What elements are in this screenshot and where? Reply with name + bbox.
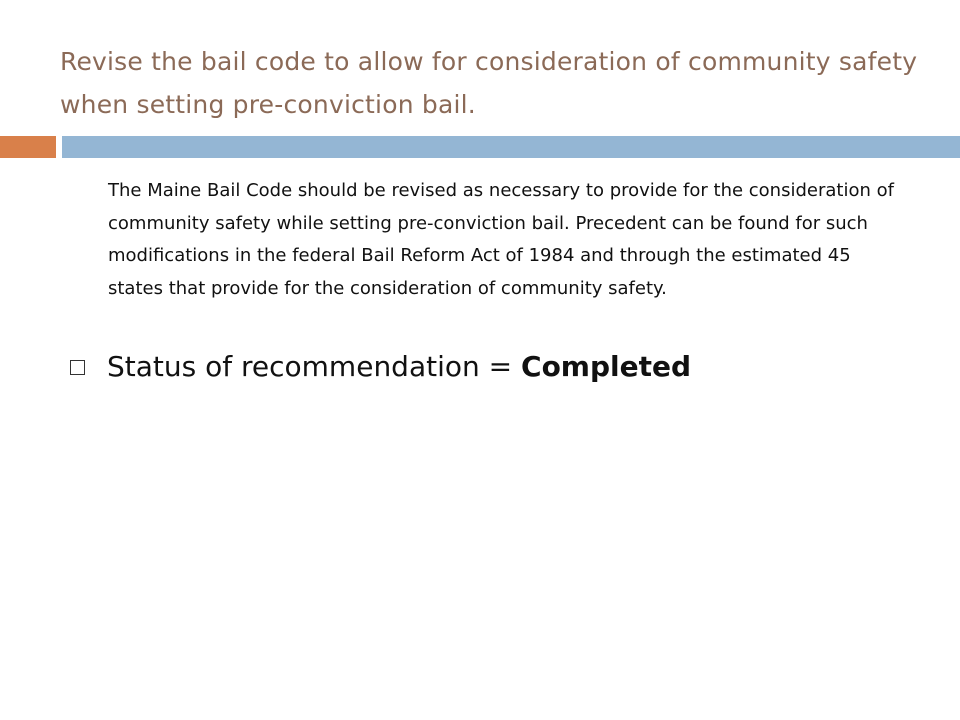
status-label: Status of recommendation = bbox=[107, 350, 522, 383]
status-bullet bbox=[70, 346, 930, 388]
orange-accent-bar bbox=[0, 136, 56, 158]
slide-title: Revise the bail code to allow for consideration of community safety when setting pre-conviction bail. bbox=[60, 47, 918, 119]
blue-accent-bar bbox=[62, 136, 960, 158]
square-bullet-icon bbox=[70, 360, 85, 375]
recommendation-description: The Maine Bail Code should be revised as necessary to provide for the consideration of community safety while setting pre-conviction bail. Precedent can be found for such modifications in the federal Bail Reform Act of 1984 and through the estimated 45 states that provide for the consideration of community safety. bbox=[108, 180, 894, 299]
status-value: Completed bbox=[521, 350, 692, 383]
